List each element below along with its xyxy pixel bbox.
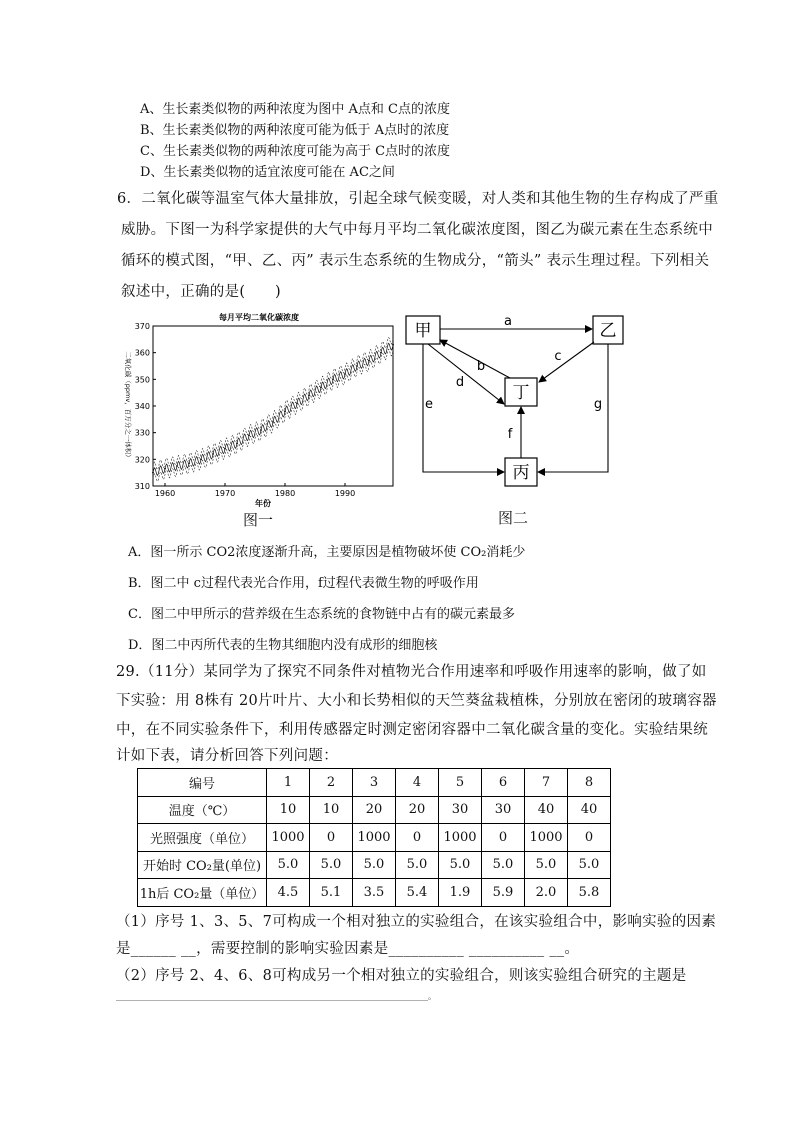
table-cell: 5.0	[525, 851, 568, 879]
node-yi: 乙	[599, 321, 617, 341]
co2-data-point	[236, 442, 238, 444]
co2-data-point	[368, 360, 370, 362]
table-cell: 5.0	[353, 851, 396, 879]
option-5a: A、生长素类似物的两种浓度为图中 A点和 C点的浓度	[140, 102, 450, 117]
node-jia: 甲	[414, 321, 432, 341]
co2-series-line	[153, 338, 393, 470]
table-cell: 1000	[267, 824, 310, 852]
table-cell: 1000	[525, 824, 568, 852]
y-tick-label: 370	[134, 322, 150, 331]
co2-data-point	[260, 429, 262, 431]
q29-line-1: 29.（11分）某同学为了探究不同条件对植物光合作用速率和呼吸作用速率的影响，做了如	[116, 664, 707, 680]
co2-data-point	[392, 344, 394, 346]
table-cell: 5	[439, 769, 482, 797]
table-cell: 5.0	[396, 851, 439, 879]
co2-data-point	[284, 410, 286, 412]
table-cell: 40	[568, 796, 611, 824]
table-cell: 3.5	[353, 879, 396, 907]
table-cell: 5.0	[310, 851, 353, 879]
x-tick-label: 1980	[274, 489, 296, 498]
table-cell: 30	[439, 796, 482, 824]
chart-xlabel: 年份	[255, 499, 271, 508]
q29-sub1-line-2: 是______ __，需要控制的影响实验因素是__________ __________ __。	[116, 941, 580, 957]
q29-line-2: 下实验：用 8株有 20片叶片、大小和长势相似的天竺葵盆栽植株，分别放在密闭的玻璃容器	[116, 693, 717, 709]
table-cell: 4	[396, 769, 439, 797]
table-cell: 5.0	[267, 851, 310, 879]
table-row-header: 温度（℃）	[138, 796, 267, 824]
table-cell: 0	[310, 824, 353, 852]
label-g: g	[593, 397, 603, 412]
q29-answer-blank: ______________________________________________________________________________。	[116, 992, 436, 1001]
y-tick-label: 330	[134, 428, 150, 438]
experiment-table	[137, 768, 611, 907]
label-c: c	[554, 349, 562, 364]
table-cell: 10	[267, 796, 310, 824]
table-cell: 5.8	[568, 879, 611, 907]
table-cell: 1000	[439, 824, 482, 852]
co2-data-point	[332, 378, 334, 380]
table-cell: 30	[482, 796, 525, 824]
table-cell: 20	[353, 796, 396, 824]
x-tick-label: 1990	[334, 489, 356, 498]
q6-line-1: 6．二氧化碳等温室气体大量排放，引起全球气候变暖，对人类和其他生物的生存构成了严重	[117, 191, 719, 207]
label-f: f	[507, 427, 513, 442]
co2-data-point	[380, 352, 382, 354]
option-5d: D、生长素类似物的适宜浓度可能在 AC之间	[140, 165, 395, 180]
node-ding: 丁	[512, 383, 530, 403]
table-row	[138, 769, 611, 797]
table-cell: 1000	[353, 824, 396, 852]
table-cell: 3	[353, 769, 396, 797]
q29-sub1-line-1: （1）序号 1、3、5、7可构成一个相对独立的实验组合，在该实验组合中，影响实验的因素	[116, 914, 717, 930]
co2-data-point	[188, 462, 190, 464]
figure-2-caption: 图二	[498, 509, 529, 527]
co2-data-point	[344, 373, 346, 375]
table-cell: 5.1	[310, 879, 353, 907]
co2-series-line	[153, 343, 393, 475]
figure-1-caption: 图一	[243, 511, 274, 529]
table-row-header: 1h后 CO₂量（单位）	[138, 879, 267, 907]
option-5c: C、生长素类似物的两种浓度可能为高于 C点时的浓度	[140, 144, 451, 159]
table-cell: 1	[267, 769, 310, 797]
table-cell: 0	[396, 824, 439, 852]
option-6c: C．图二中甲所示的营养级在生态系统的食物链中占有的碳元素最多	[128, 607, 515, 622]
table-cell: 5.0	[482, 851, 525, 879]
co2-series-line	[153, 349, 393, 481]
arrow-b	[440, 340, 510, 378]
table-cell: 2.0	[525, 879, 568, 907]
table-cell: 5.9	[482, 879, 525, 907]
label-e: e	[425, 397, 433, 412]
table-cell: 2	[310, 769, 353, 797]
table-cell: 5.0	[439, 851, 482, 879]
option-5b: B、生长素类似物的两种浓度可能为低于 A点时的浓度	[140, 123, 450, 138]
x-tick-label: 1960	[154, 489, 176, 498]
y-tick-label: 350	[134, 375, 150, 385]
table-row-header: 编号	[138, 769, 267, 797]
co2-chart	[118, 310, 400, 510]
table-cell: 4.5	[267, 879, 310, 907]
table-cell: 0	[568, 824, 611, 852]
co2-data-point	[308, 394, 310, 396]
co2-data-point	[296, 402, 298, 404]
arrow-c	[539, 342, 594, 382]
table-row-header: 光照强度（单位）	[138, 824, 267, 852]
table-cell: 7	[525, 769, 568, 797]
table-cell: 20	[396, 796, 439, 824]
q6-line-3: 循环的模式图，“甲、乙、丙” 表示生态系统的生物成分，“箭头” 表示生理过程。下列相关	[121, 253, 710, 269]
arrow-d	[428, 344, 504, 404]
table-row-header: 开始时 CO₂量(单位)	[138, 851, 267, 879]
table-cell: 6	[482, 769, 525, 797]
node-bing: 丙	[512, 463, 530, 483]
co2-data-point	[212, 453, 214, 455]
label-b: b	[476, 359, 486, 374]
label-d: d	[455, 375, 465, 390]
label-a: a	[504, 314, 512, 329]
co2-data-point	[356, 365, 358, 367]
co2-data-point	[152, 472, 154, 474]
co2-data-point	[320, 386, 322, 388]
table-cell: 5.0	[568, 851, 611, 879]
table-cell: 8	[568, 769, 611, 797]
co2-data-point	[176, 465, 178, 467]
table-cell: 40	[525, 796, 568, 824]
q6-line-4: 叙述中，正确的是( )	[121, 284, 281, 300]
co2-data-point	[224, 448, 226, 450]
table-row	[138, 879, 611, 907]
q29-sub2-line-1: （2）序号 2、4、6、8可构成另一个相对独立的实验组合，则该实验组合研究的主题是	[116, 968, 687, 984]
co2-data-point	[248, 434, 250, 436]
table-cell: 10	[310, 796, 353, 824]
option-6b: B．图二中 c过程代表光合作用，f过程代表微生物的呼吸作用	[128, 576, 479, 591]
table-row	[138, 824, 611, 852]
chart-ylabel: 二氧化碳（ppmv，百万分之一体积）	[124, 351, 132, 461]
y-tick-label: 320	[134, 455, 150, 465]
co2-data-point	[272, 421, 274, 423]
arrow-e	[423, 344, 504, 472]
q29-line-4: 计如下表，请分析回答下列问题：	[116, 748, 338, 764]
y-tick-label: 360	[134, 348, 150, 358]
co2-data-point	[164, 468, 166, 470]
q6-line-2: 威胁。下图一为科学家提供的大气中每月平均二氧化碳浓度图，图乙为碳元素在生态系统中	[121, 222, 713, 238]
chart-title: 每月平均二氧化碳浓度	[219, 313, 299, 322]
y-tick-label: 340	[134, 402, 150, 411]
co2-data-point	[200, 458, 202, 460]
x-tick-label: 1970	[214, 489, 236, 498]
table-cell: 1.9	[439, 879, 482, 907]
table-cell: 5.4	[396, 879, 439, 907]
table-row	[138, 851, 611, 879]
q29-line-3: 中，在不同实验条件下，利用传感器定时测定密闭容器中二氧化碳含量的变化。实验结果统	[116, 722, 708, 738]
option-6d: D．图二中丙所代表的生物其细胞内没有成形的细胞核	[128, 638, 438, 653]
y-tick-label: 310	[134, 482, 150, 491]
table-cell: 0	[482, 824, 525, 852]
option-6a: A．图一所示 CO2浓度逐渐升高，主要原因是植物破坏使 CO₂消耗少	[128, 545, 526, 560]
table-row	[138, 796, 611, 824]
carbon-cycle-diagram	[398, 308, 628, 492]
